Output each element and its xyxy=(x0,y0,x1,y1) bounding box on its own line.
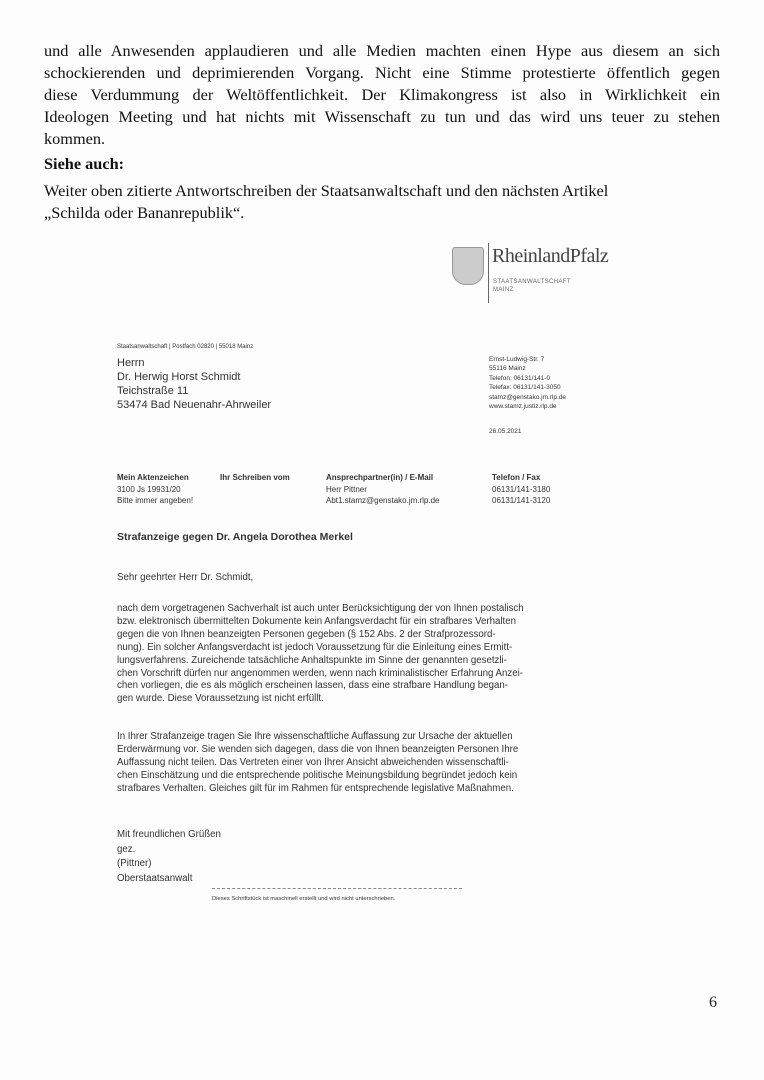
logo-subtitle xyxy=(493,278,571,294)
letter-paragraph-1 xyxy=(117,603,524,706)
office-line: 55116 Mainz xyxy=(489,365,526,373)
text-line: chen vorliegen, die es als möglich erscheinen lassen, dass eine strafbare Handlung began- xyxy=(117,680,508,692)
text-line: Auffassung nicht teilen. Das Vertreten einer von Ihrer Ansicht abweichenden wissenschaftli- xyxy=(117,756,509,768)
text-line: schockierenden und deprimierenden Vorgang. Nicht eine Stimme protestierte öffentlich gegen xyxy=(44,63,720,82)
logo-wordmark: RheinlandPfalz xyxy=(492,245,609,267)
text-line: bzw. elektronisch übermittelten Dokumente kein Anfangsverdacht für ein strafbares Verhalten xyxy=(117,615,517,627)
text-line: nung). Ein solcher Anfangsverdacht ist jedoch Voraussetzung für die Einleitung eines Ermitt- xyxy=(117,641,513,653)
ref-col-3 xyxy=(326,472,440,506)
closing-line: (Pittner) xyxy=(117,858,152,869)
text-line: Erderwärmung vor. Sie wenden sich dagegen, dass die von Ihnen beanzeigten Personen Ihre xyxy=(117,743,519,755)
ref-header: Ansprechpartner(in) / E-Mail xyxy=(326,473,434,482)
coat-of-arms-icon xyxy=(452,247,484,285)
ref-col-2 xyxy=(220,472,290,484)
closing-line: gez. xyxy=(117,843,136,855)
logo-sub1: STAATSANWALTSCHAFT xyxy=(493,279,571,285)
ref-value: 06131/141-3180 xyxy=(492,485,551,494)
ref-header: Ihr Schreiben vom xyxy=(220,473,290,482)
text-line: strafbares Verhalten. Gleiches gilt für im Rahmen für entsprechende legislative Maßnahmen. xyxy=(117,782,514,794)
article-paragraph xyxy=(44,40,720,150)
text-line: lungsverfahrens. Zureichende tatsächliche Anhaltspunkte im Sinne der genannten gesetzli- xyxy=(117,654,507,666)
logo-divider xyxy=(488,243,489,303)
text-line: Ideologen Meeting und hat nichts mit Wissenschaft zu tun und das wird uns teuer zu stehen xyxy=(44,107,720,126)
closing xyxy=(117,828,221,886)
recipient-address xyxy=(117,356,271,412)
ref-value: 06131/141-3120 xyxy=(492,496,551,505)
ref-value: 3100 Js 19931/20 xyxy=(117,485,181,494)
article-text xyxy=(44,40,720,224)
closing-line: Oberstaatsanwalt xyxy=(117,872,193,884)
text-line: kommen. xyxy=(44,129,106,148)
ref-header: Telefon / Fax xyxy=(492,473,541,482)
text-line: diese Verdummung der Weltöffentlichkeit. Der Klimakongress ist also in Wirklichkeit ein xyxy=(44,85,720,104)
letter-paragraph-2 xyxy=(117,731,518,796)
text-line: „Schilda oder Bananrepublik“. xyxy=(44,203,245,222)
ref-col-1 xyxy=(117,472,193,506)
ref-value: Bitte immer angeben! xyxy=(117,496,194,505)
see-also-heading: Siehe auch: xyxy=(44,154,125,173)
text-line: nach dem vorgetragenen Sachverhalt ist auch unter Berücksichtigung der von Ihnen postalisch xyxy=(117,603,524,614)
text-line: gegen die von Ihnen beanzeigten Personen gegeben (§ 152 Abs. 2 der Strafprozessord- xyxy=(117,628,496,640)
see-also-text xyxy=(44,180,720,224)
salutation: Sehr geehrter Herr Dr. Schmidt, xyxy=(117,572,254,583)
signature-divider xyxy=(212,888,462,889)
ref-col-4 xyxy=(492,472,550,506)
office-line: Ernst-Ludwig-Str. 7 xyxy=(489,356,545,363)
ref-value: Abt1.stamz@genstako.jm.rlp.de xyxy=(326,496,440,505)
address-line: Teichstraße 11 xyxy=(117,385,189,397)
text-line: chen Einschätzung und die entsprechende politische Meinungsbildung begründet jedoch kein xyxy=(117,769,518,781)
office-info xyxy=(489,355,566,411)
address-line: 53474 Bad Neuenahr-Ahrweiler xyxy=(117,399,272,411)
text-line: Weiter oben zitierte Antwortschreiben der Staatsanwaltschaft und den nächsten Artikel xyxy=(44,181,609,200)
letter-subject: Strafanzeige gegen Dr. Angela Dorothea Merkel xyxy=(117,531,353,543)
text-line: chen Vorschrift dürfen nur angenommen werden, wenn nach kriminalistischer Erfahrung Anzei- xyxy=(117,667,524,679)
ref-header: Mein Aktenzeichen xyxy=(117,473,189,482)
text-line: und alle Anwesenden applaudieren und alle Medien machten einen Hype aus diesem an sich xyxy=(44,41,720,60)
office-line: www.stamz.justiz.rlp.de xyxy=(489,403,557,411)
office-line: Telefon: 06131/141-0 xyxy=(489,374,551,382)
text-line: In Ihrer Strafanzeige tragen Sie Ihre wissenschaftliche Auffassung zur Ursache der aktuellen xyxy=(117,731,513,742)
sender-line: Staatsanwaltschaft | Postfach 02820 | 55018 Mainz xyxy=(117,344,254,350)
machine-generated-note: Dieses Schriftstück ist maschinell erstellt und wird nicht unterschrieben. xyxy=(212,896,396,902)
address-line: Herrn xyxy=(117,357,145,369)
letter-date: 26.05.2021 xyxy=(489,428,522,435)
logo-sub2: MAINZ xyxy=(493,287,514,293)
closing-line: Mit freundlichen Grüßen xyxy=(117,829,221,840)
office-line: stamz@genstako.jm.rlp.de xyxy=(489,393,567,401)
page-number: 6 xyxy=(709,994,717,1011)
address-line: Dr. Herwig Horst Schmidt xyxy=(117,371,241,383)
text-line: gen wurde. Diese Voraussetzung ist nicht erfüllt. xyxy=(117,693,324,705)
office-line: Telefax: 06131/141-3050 xyxy=(489,384,561,392)
ref-value: Herr Pittner xyxy=(326,485,367,494)
